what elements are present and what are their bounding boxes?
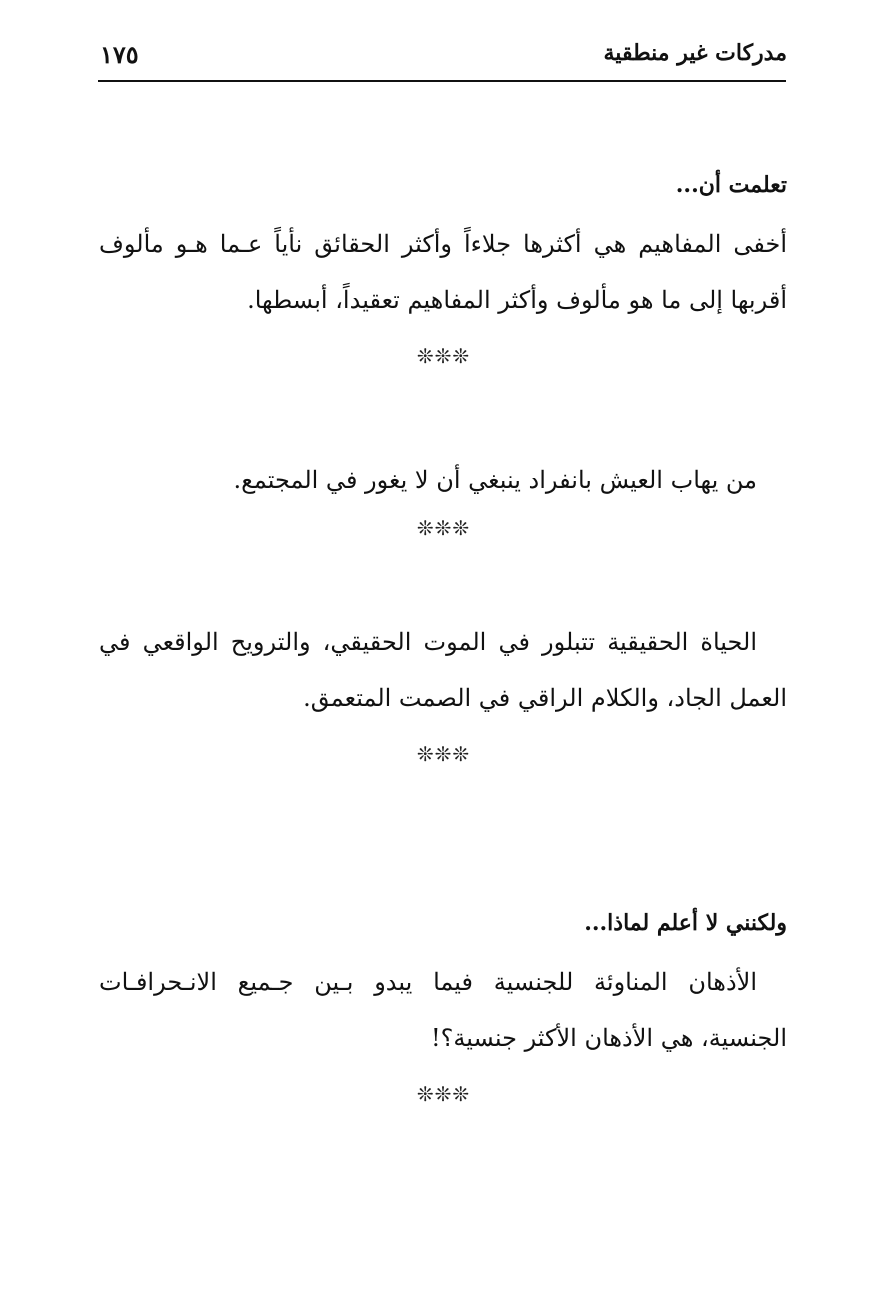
section-heading-dont-know-why: ولكنني لا أعلم لماذا... — [584, 910, 787, 936]
section-divider: ❊❊❊ — [416, 344, 471, 368]
section-divider: ❊❊❊ — [416, 1082, 471, 1106]
section-divider: ❊❊❊ — [416, 742, 471, 766]
section-divider: ❊❊❊ — [416, 516, 471, 540]
running-title: مدركات غير منطقية — [603, 40, 787, 66]
paragraph-solitude: من يهاب العيش بانفراد ينبغي أن لا يغور في المجتمع. — [233, 466, 757, 494]
paragraph-true-life: الحياة الحقيقية تتبلور في الموت الحقيقي، والترويح الواقعي في العمل الجاد، والكلام الراقي في الصمت المتعمق. — [99, 628, 787, 712]
header-rule — [98, 80, 786, 82]
page-number: ١٧٥ — [100, 40, 139, 69]
paragraph-concepts: أخفى المفاهيم هي أكثرها جلاءاً وأكثر الحقائق نأياً عـما هـو مألوف أقربها إلى ما هو مألوف وأكثر المفاهيم تعقيداً، أبسطها. — [99, 230, 787, 314]
paragraph-minds: الأذهان المناوئة للجنسية فيما يبدو بـين جـميع الانـحرافـات الجنسية، هي الأذهان الأكثر جنسية؟! — [99, 968, 787, 1052]
section-heading-learned: تعلمت أن... — [675, 172, 787, 198]
